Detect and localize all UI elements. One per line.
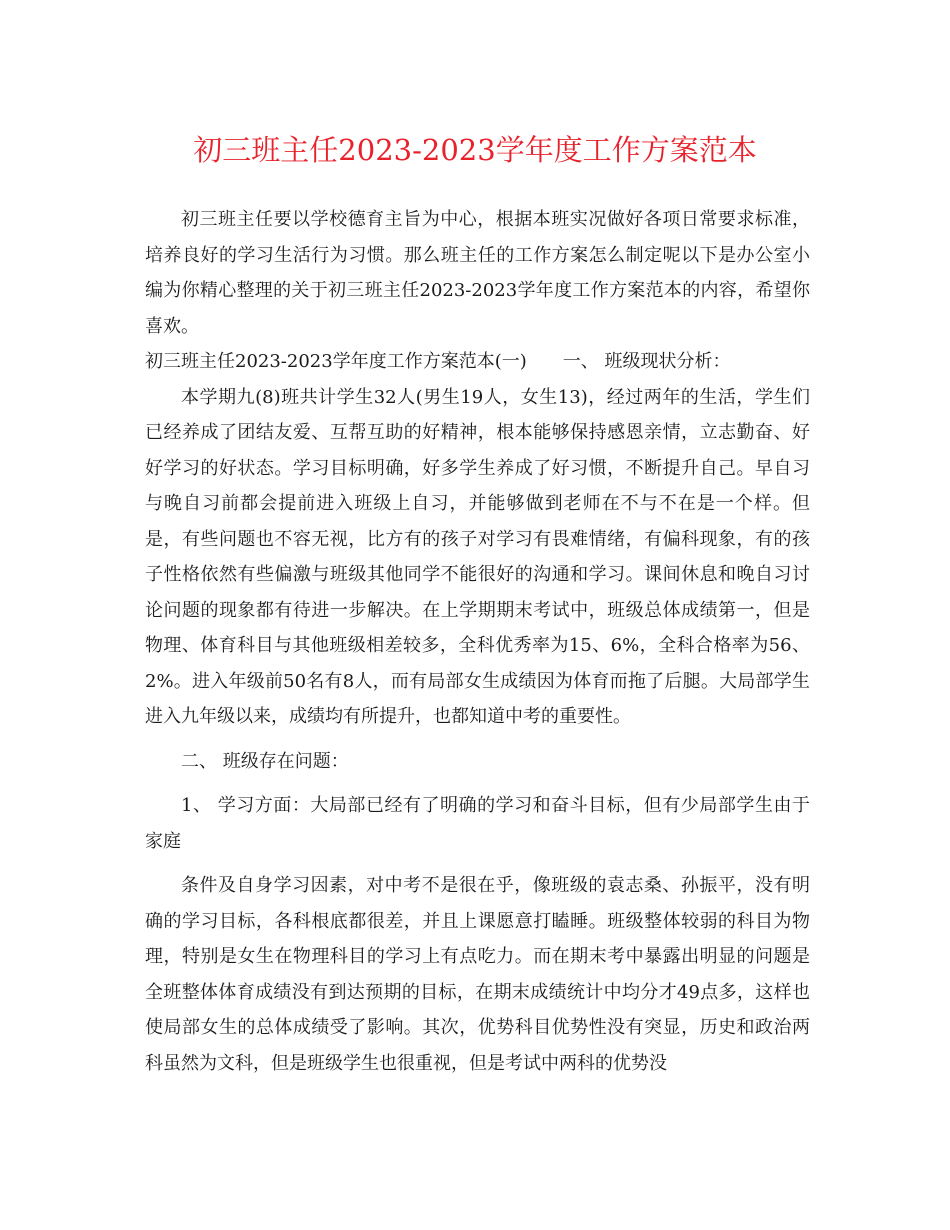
paragraph-gap	[145, 735, 810, 744]
class-status-paragraph: 本学期九(8)班共计学生32人(男生19人，女生13)，经过两年的生活，学生们已经养成了团结友爱、互帮互助的好精神，根本能够保持感恩亲情，立志勤奋、好好学习的好状态。学习目标明确，好多学生养成了好习惯，不断提升自己。早自习与晚自习前都会提前进入班级上自习，并能够做到老师在不与不在是一个样。但是，有些问题也不容无视，比方有的孩子对学习有畏难情绪，有偏科现象，有的孩子性格依然有些偏激与班级其他同学不能很好的沟通和学习。课间休息和晚自习讨论问题的现象都有待进一步解决。在上学期期末考试中，班级总体成绩第一，但是物理、体育科目与其他班级相差较多，全科优秀率为15、6%，全科合格率为56、2%。进入年级前50名有8人，而有局部女生成绩因为体育而拖了后腿。大局部学生进入九年级以来，成绩均有所提升，也都知道中考的重要性。	[145, 386, 810, 727]
section-heading-line: 初三班主任2023-2023学年度工作方案范本(一) 一、 班级现状分析：	[145, 351, 731, 372]
document-body	[145, 202, 810, 1081]
paragraph-gap	[145, 859, 810, 868]
problems-heading: 二、 班级存在问题：	[181, 750, 349, 772]
paragraph-gap	[145, 779, 810, 788]
study-aspect-paragraph: 1、 学习方面：大局部已经有了明确的学习和奋斗目标，但有少局部学生由于家庭	[145, 795, 810, 852]
intro-paragraph: 初三班主任要以学校德育主旨为中心，根据本班实况做好各项日常要求标准，培养良好的学习生活行为习惯。那么班主任的工作方案怎么制定呢以下是办公室小编为你精心整理的关于初三班主任2023-2023学年度工作方案范本的内容，希望你喜欢。	[145, 209, 810, 337]
document-title: 初三班主任2023-2023学年度工作方案范本	[193, 133, 757, 167]
study-detail-paragraph: 条件及自身学习因素，对中考不是很在乎，像班级的袁志桑、孙振平，没有明确的学习目标，各科根底都很差，并且上课愿意打瞌睡。班级整体较弱的科目为物理，特别是女生在物理科目的学习上有点吃力。而在期末考中暴露出明显的问题是全班整体体育成绩没有到达预期的目标，在期末成绩统计中均分才49点多，这样也使局部女生的总体成绩受了影响。其次，优势科目优势性没有突显，历史和政治两科虽然为文科，但是班级学生也很重视，但是考试中两科的优势没	[145, 875, 810, 1074]
